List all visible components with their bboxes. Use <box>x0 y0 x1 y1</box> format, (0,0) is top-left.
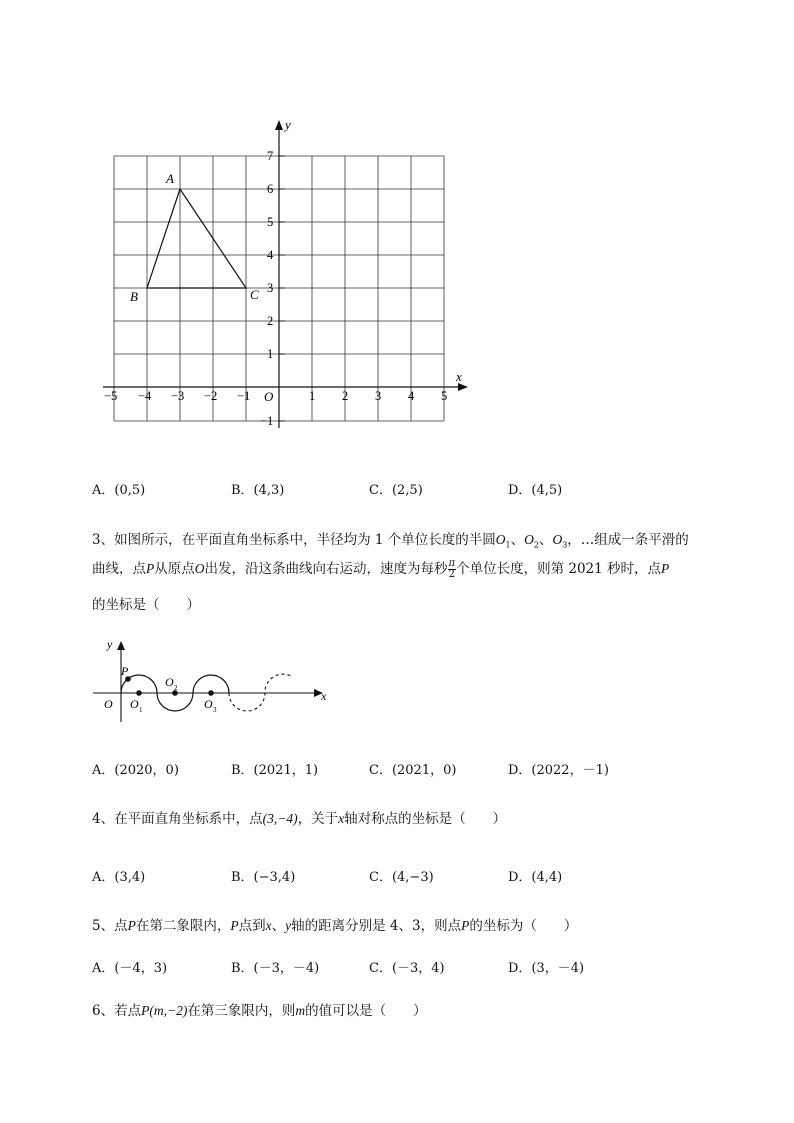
o1-subscript: 1 <box>139 706 143 714</box>
o2-label: O <box>165 675 174 689</box>
q5-option-a[interactable]: A．(－4，3) <box>92 961 168 976</box>
origin-label: O <box>104 697 113 711</box>
x-tick-label: −3 <box>171 389 185 403</box>
y-tick-label: 3 <box>267 281 274 295</box>
y-tick-label: 5 <box>267 215 274 229</box>
q3-line-3: 的坐标是（ ） <box>92 597 200 613</box>
q5-option-b[interactable]: B．(－3，－4) <box>231 961 320 976</box>
o2-subscript: 2 <box>174 684 178 692</box>
o1-label: O <box>130 697 139 711</box>
q2-option-d[interactable]: D．(4,5) <box>508 483 563 498</box>
q6-stem: 6、若点P(m,−2)在第三象限内，则m的值可以是（ ） <box>92 1003 427 1019</box>
q5-option-c[interactable]: C．(－3，4) <box>369 961 445 976</box>
x-tick-label: −4 <box>138 389 152 403</box>
point-label-a: A <box>166 171 174 186</box>
q3-option-c[interactable]: C．(2021，0) <box>369 763 457 778</box>
y-axis-arrow-icon <box>275 120 283 130</box>
y-tick-label: 7 <box>267 149 274 163</box>
o3-label: O <box>204 697 213 711</box>
origin-label: O <box>264 389 274 404</box>
point-p-label: P <box>121 664 129 678</box>
y-axis-arrow-icon <box>117 641 125 650</box>
x-tick-label: −1 <box>237 389 251 403</box>
x-tick-label: −2 <box>204 389 218 403</box>
y-tick-label: 2 <box>267 314 274 328</box>
y-axis-label: y <box>285 117 291 132</box>
semicircle-curve-figure <box>90 632 335 732</box>
x-axis-label: x <box>321 689 327 703</box>
y-tick-label: 4 <box>267 248 274 262</box>
pi-over-2-fraction: $\frac{\pi}{2}$ <box>448 558 456 580</box>
q5-stem: 5、点P在第二象限内，P点到x、y轴的距离分别是 4、3，则点P的坐标为（ ） <box>92 918 578 934</box>
triangle-grid-figure <box>95 112 480 432</box>
q2-option-c[interactable]: C．(2,5) <box>369 483 423 498</box>
y-tick-label: 6 <box>267 182 274 196</box>
q3-line-2: 曲线，点P从原点O出发，沿这条曲线向右运动，速度为每秒 $\frac{\pi}{2}$ 个单位长度，则第 2021 秒时，点P <box>92 558 670 580</box>
point-label-b: B <box>130 289 138 304</box>
q3-option-d[interactable]: D．(2022，－1) <box>508 763 609 778</box>
triangle-abc <box>147 189 246 288</box>
q3-option-b[interactable]: B．(2021，1) <box>231 763 319 778</box>
point-label-c: C <box>250 287 259 302</box>
o3-subscript: 3 <box>213 706 217 714</box>
q4-option-d[interactable]: D．(4,4) <box>508 870 563 885</box>
y-tick-label: 1 <box>267 347 274 361</box>
q5-option-d[interactable]: D．(3，－4) <box>508 961 585 976</box>
x-tick-label: −5 <box>104 389 118 403</box>
center-o1 <box>136 690 142 696</box>
q4-option-a[interactable]: A．(3,4) <box>92 870 146 885</box>
q3-line-1: 3、如图所示，在平面直角坐标系中，半径均为 1 个单位长度的半圆$O_1$、$O_2$、$O_3$，…组成一条平滑的 <box>92 532 689 550</box>
q4-option-c[interactable]: C．(4,−3) <box>369 870 434 885</box>
q2-option-a[interactable]: A．(0,5) <box>92 483 146 498</box>
x-tick-label: 2 <box>342 389 349 403</box>
q2-option-b[interactable]: B．(4,3) <box>231 483 285 498</box>
q3-option-a[interactable]: A．(2020，0) <box>92 763 179 778</box>
q4-stem: 4、在平面直角坐标系中，点(3,−4)，关于x轴对称点的坐标是（ ） <box>92 811 507 827</box>
x-axis-arrow-icon <box>458 383 468 391</box>
x-tick-label: 5 <box>441 389 448 403</box>
y-axis-label: y <box>107 637 113 651</box>
x-tick-label: 3 <box>375 389 382 403</box>
y-tick-label: −1 <box>260 414 274 428</box>
x-tick-label: 1 <box>309 389 316 403</box>
q4-option-b[interactable]: B．(−3,4) <box>231 870 296 885</box>
center-o3 <box>208 690 214 696</box>
x-axis-label: x <box>456 369 462 384</box>
x-tick-label: 4 <box>408 389 415 403</box>
